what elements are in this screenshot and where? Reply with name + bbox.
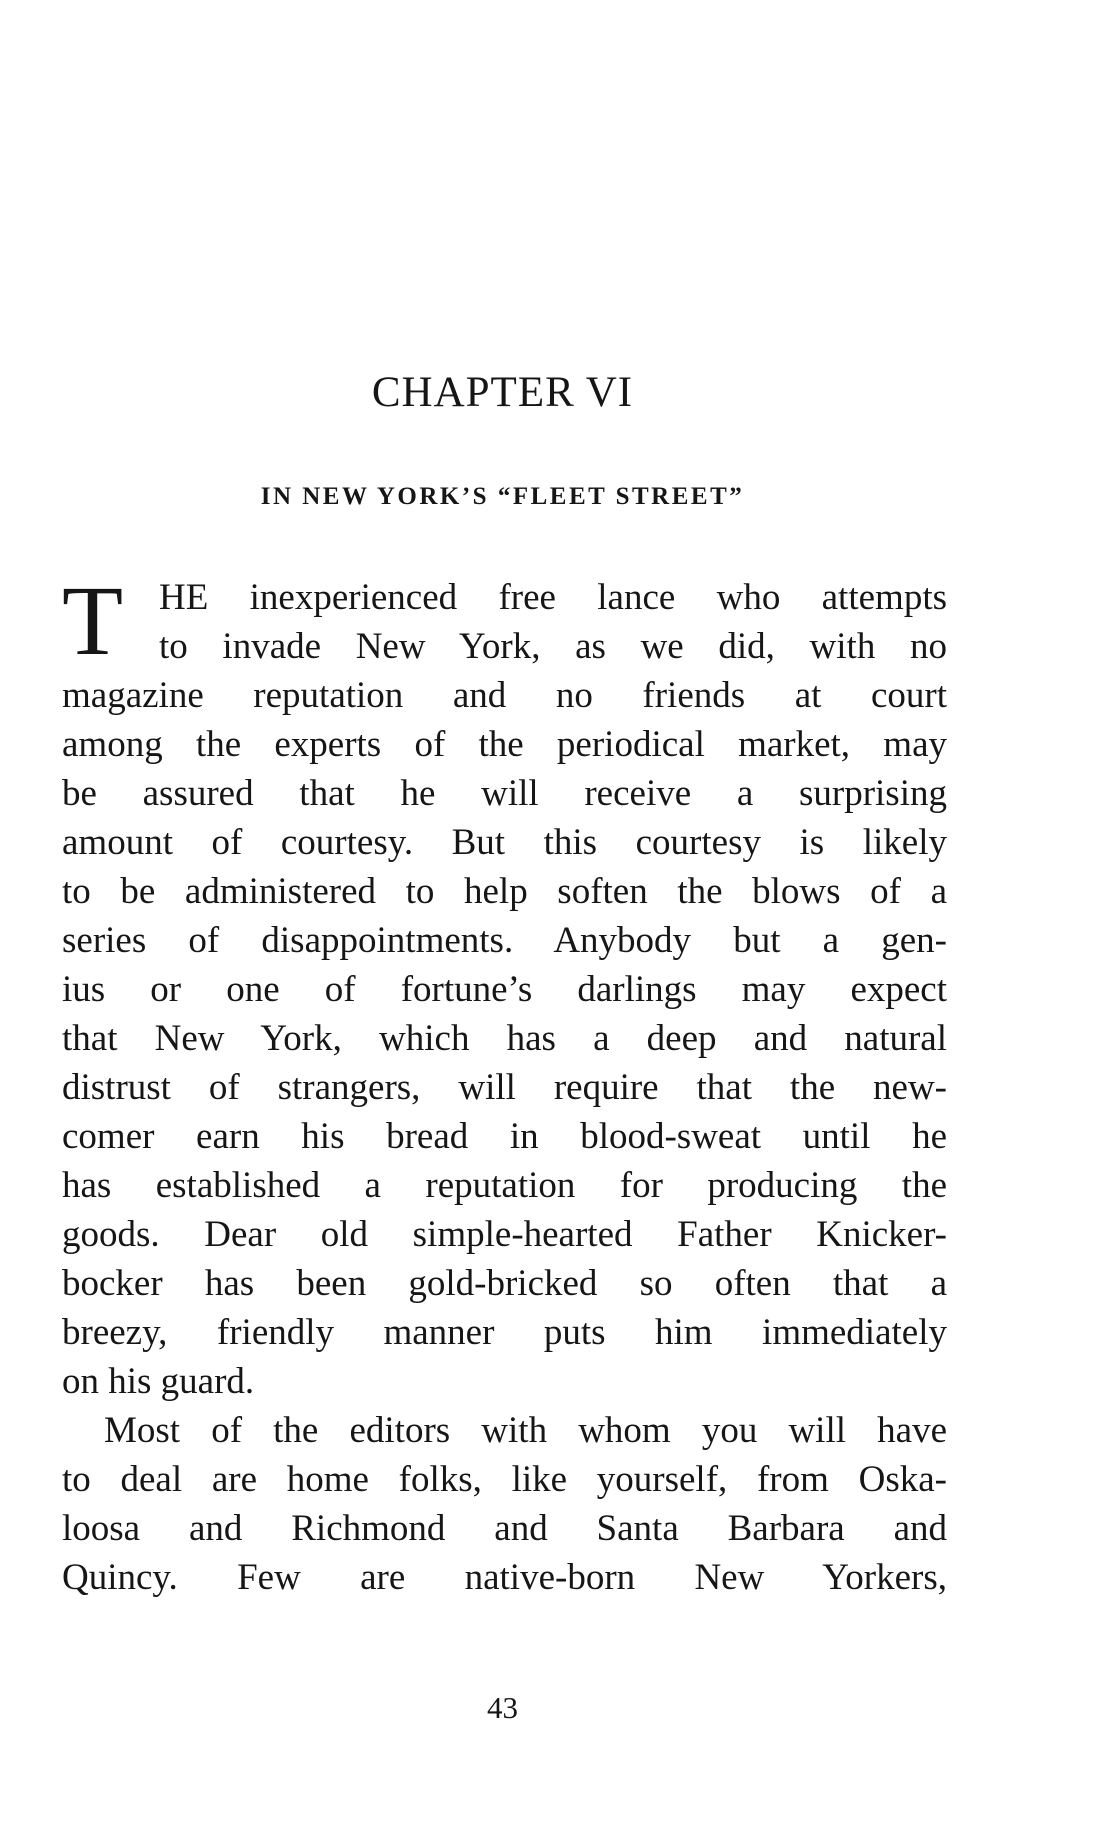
text-line: to be administered to help soften the blows of a — [62, 871, 947, 912]
drop-cap: T — [62, 565, 124, 676]
text-line: comer earn his bread in blood-sweat until he — [62, 1116, 947, 1157]
text-line: series of disappointments. Anybody but a gen- — [62, 920, 947, 961]
text-line: that New York, which has a deep and natural — [62, 1018, 947, 1059]
text-line: to invade New York, as we did, with no — [159, 626, 947, 667]
chapter-heading: CHAPTER VI — [371, 369, 634, 416]
text-line: breezy, friendly manner puts him immediately — [62, 1312, 947, 1353]
text-line: Quincy. Few are native-born New Yorkers, — [62, 1557, 947, 1598]
page-number: 43 — [487, 1690, 518, 1725]
text-line: has established a reputation for producing the — [62, 1165, 947, 1206]
text-line: distrust of strangers, will require that the new- — [62, 1067, 947, 1108]
text-line: bocker has been gold-bricked so often that a — [62, 1263, 947, 1304]
text-line: among the experts of the periodical market, may — [62, 724, 947, 765]
text-line: amount of courtesy. But this courtesy is likely — [62, 822, 947, 863]
text-line: on his guard. — [62, 1361, 255, 1402]
text-line: HE inexperienced free lance who attempts — [159, 577, 947, 618]
text-line: loosa and Richmond and Santa Barbara and — [62, 1508, 947, 1549]
text-line: magazine reputation and no friends at court — [62, 675, 947, 716]
body-text — [62, 565, 947, 1602]
text-line: ius or one of fortune’s darlings may expect — [62, 969, 947, 1010]
text-line: be assured that he will receive a surprising — [62, 773, 947, 814]
text-line: Most of the editors with whom you will have — [104, 1410, 947, 1451]
text-line: to deal are home folks, like yourself, from Oska- — [62, 1459, 947, 1500]
text-line: goods. Dear old simple-hearted Father Knicker- — [62, 1214, 947, 1255]
chapter-subtitle: IN NEW YORK’S “FLEET STREET” — [260, 483, 745, 510]
